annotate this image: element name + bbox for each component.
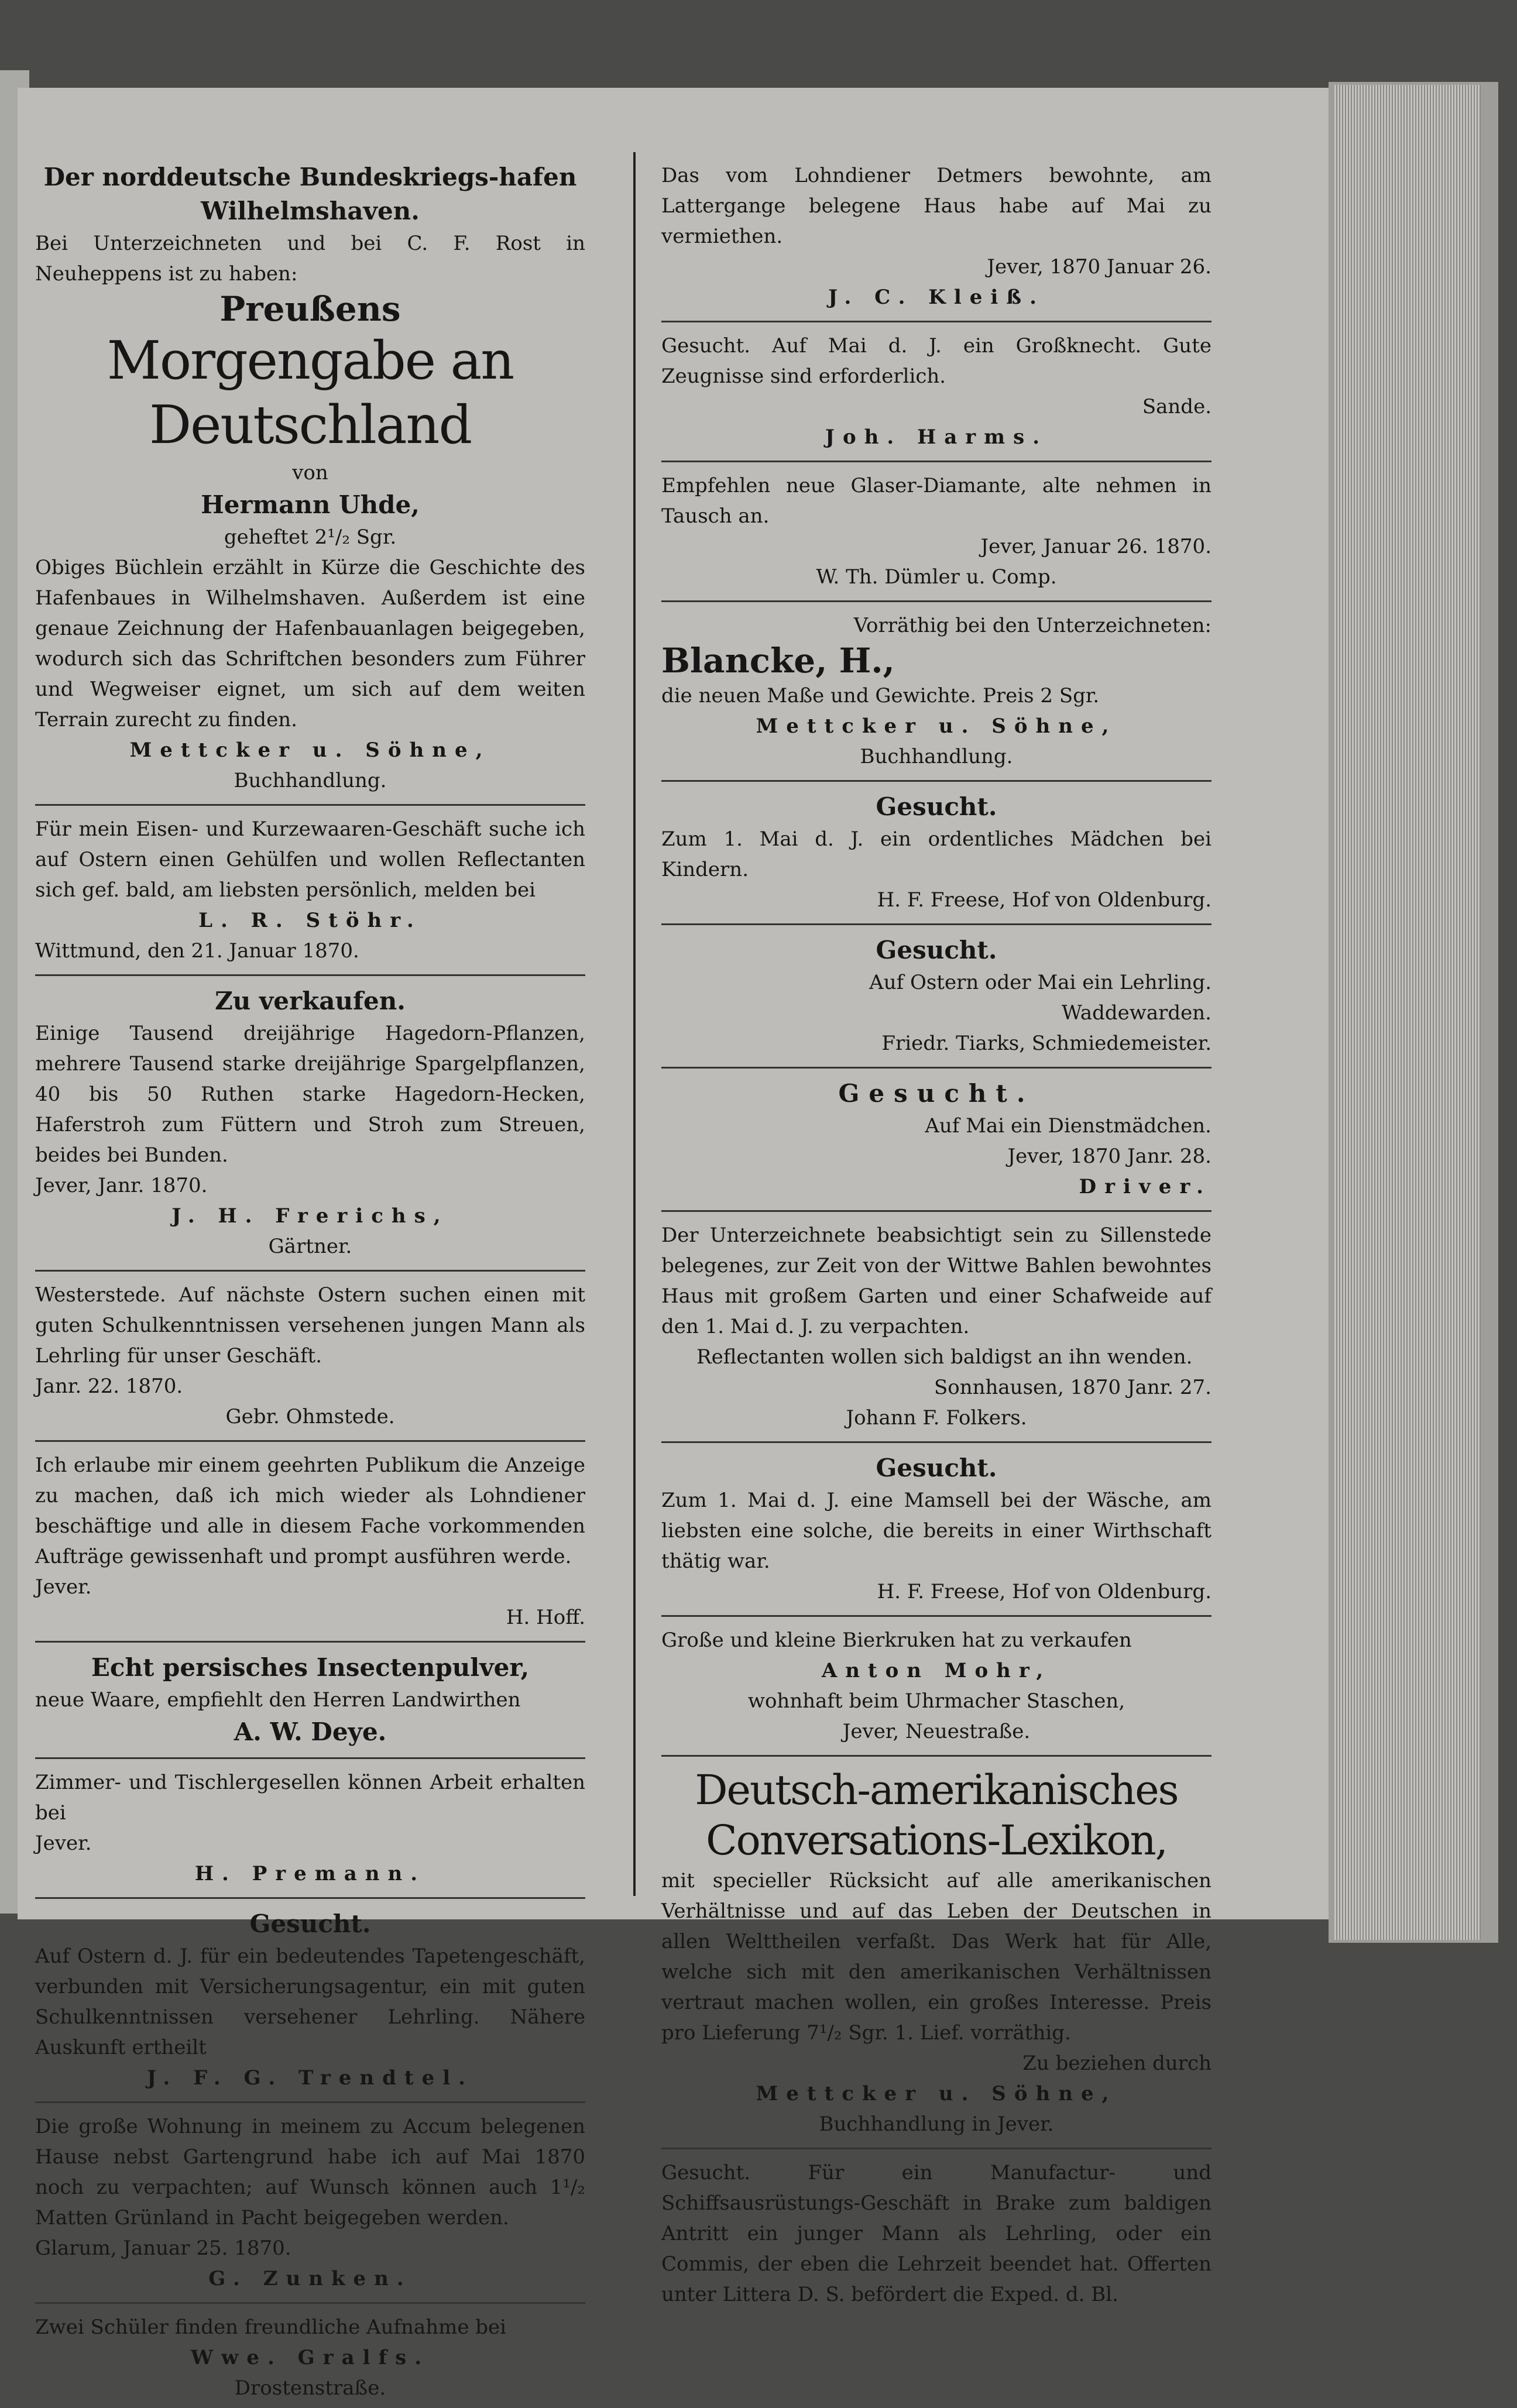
- ad-signature: Mettcker u. Söhne,: [756, 715, 1117, 738]
- ad-signature-sub: Drostenstraße.: [234, 2376, 386, 2400]
- ad-signature: Driver.: [1079, 1175, 1211, 1198]
- ad-signature: Anton Mohr,: [821, 1659, 1052, 1682]
- ad-place: Sande.: [1142, 395, 1211, 418]
- rule: [35, 2101, 585, 2103]
- ad-body: Obiges Büchlein erzählt in Kürze die Geschichte des Hafenbaues in Wilhelmshaven. Außerdem ist eine genaue Zeichnung der Hafenbauanlagen beigegeben, wodurch sich das Schriftchen besonders zum Führer und Wegweiser eignet, um sich auf dem weiten Terrain zurecht zu finden.: [35, 556, 585, 731]
- ad-haus-vermiethen: [661, 158, 1211, 317]
- rule: [35, 1440, 585, 1442]
- ad-grossknecht: [661, 328, 1211, 457]
- ad-place: Jever.: [35, 1832, 92, 1855]
- ad-signature: Mettcker u. Söhne,: [756, 2082, 1117, 2105]
- ad-body: Das vom Lohndiener Detmers bewohnte, am Lattergange belegene Haus habe auf Mai zu vermiethen.: [661, 164, 1211, 248]
- ad-signature-sub: Buchhandlung in Jever.: [819, 2112, 1054, 2136]
- ad-body: Empfehlen neue Glaser-Diamante, alte nehmen in Tausch an.: [661, 474, 1211, 528]
- ad-body: Auf Ostern d. J. für ein bedeutendes Tapetengeschäft, verbunden mit Versicherungsagentur, ein mit guten Schulkenntnissen versehener Lehrling. Nähere Auskunft ertheilt: [35, 1945, 585, 2059]
- ad-title: Gesucht.: [838, 1079, 1035, 1108]
- ad-title: Gesucht.: [249, 1909, 371, 1938]
- ad-intro: Bei Unterzeichneten und bei C. F. Rost in Neuheppens ist zu haben:: [35, 232, 585, 286]
- ad-body: Zum 1. Mai d. J. eine Mamsell bei der Wäsche, am liebsten eine solche, die bereits in einer Wirthschaft thätig war.: [661, 1489, 1211, 1573]
- ad-intro: Vorräthig bei den Unterzeichneten:: [853, 614, 1211, 637]
- ad-dienstmaedchen: [661, 1074, 1211, 1207]
- rule: [661, 1210, 1211, 1212]
- book-title-line2: Conversations-Lexikon,: [706, 1816, 1167, 1864]
- ad-signature: H. F. Freese, Hof von Oldenburg.: [877, 1580, 1211, 1603]
- ad-body: Die große Wohnung in meinem zu Accum belegenen Hause nebst Gartengrund habe ich auf Mai 1870 noch zu verpachten; auf Wunsch können auch 1¹/₂ Matten Grünland in Pacht beigegeben werden.: [35, 2115, 585, 2230]
- book-author: Hermann Uhde,: [201, 490, 420, 519]
- rule: [661, 1755, 1211, 1757]
- column-divider: [633, 152, 636, 1896]
- ad-signature: Johann F. Folkers.: [846, 1406, 1027, 1430]
- ad-title: Gesucht.: [876, 792, 997, 821]
- ad-insectenpulver: [35, 1648, 585, 1754]
- ad-maedchen: [661, 788, 1211, 920]
- ad-bierkruken: [661, 1623, 1211, 1751]
- ad-signature: J. H. Frerichs,: [171, 1204, 449, 1228]
- rule: [661, 1615, 1211, 1617]
- rule: [661, 780, 1211, 782]
- ad-body-2: Reflectanten wollen sich baldigst an ihn wenden.: [696, 1345, 1193, 1369]
- rule: [661, 321, 1211, 322]
- ad-signature: H. Hoff.: [506, 1606, 585, 1629]
- ad-body: Gesucht. Für ein Manufactur- und Schiffsausrüstungs-Geschäft in Brake zum baldigen Antritt ein junger Mann als Lehrling, oder ein Commis, der eben die Lehrzeit beendet hat. Offerten unter Littera D. S. befördert die Exped. d. Bl.: [661, 2161, 1211, 2306]
- ad-signature-sub: Gärtner.: [268, 1235, 352, 1258]
- ad-lehrling-schmied: [661, 931, 1211, 1063]
- ad-signature: Mettcker u. Söhne,: [129, 738, 491, 762]
- book-title: Blancke, H.,: [661, 641, 895, 681]
- ad-body: Westerstede. Auf nächste Ostern suchen einen mit guten Schulkenntnissen versehenen jungen Mann als Lehrling für unser Geschäft.: [35, 1283, 585, 1368]
- ad-title: Gesucht.: [876, 1454, 997, 1482]
- ad-lexikon: [661, 1763, 1211, 2144]
- ad-body: Ich erlaube mir einem geehrten Publikum die Anzeige zu machen, daß ich mich wieder als Lohndiener beschäftige und alle in diesem Fache vorkommenden Aufträge gewissenhaft und prompt ausführen werde.: [35, 1454, 585, 1568]
- ad-body: neue Waare, empfiehlt den Herren Landwirthen: [35, 1688, 521, 1712]
- ad-body: Gesucht. Auf Mai d. J. ein Großknecht. Gute Zeugnisse sind erforderlich.: [661, 334, 1211, 388]
- rule: [661, 1067, 1211, 1069]
- rule: [661, 600, 1211, 602]
- ad-body: mit specieller Rücksicht auf alle amerikanischen Verhältnisse und auf das Leben der Deutschen in allen Welttheilen verfaßt. Das Werk hat für Alle, welche sich mit den amerikanischen Verhältnissen vertraut machen wollen, ein großes Interesse. Preis pro Lieferung 7¹/₂ Sgr. 1. Lief. vorräthig.: [661, 1869, 1211, 2045]
- ad-place: Waddewarden.: [1061, 1001, 1211, 1025]
- ad-signature: W. Th. Dümler u. Comp.: [816, 565, 1057, 589]
- ad-tapeten: [35, 1905, 585, 2098]
- ad-verpachten: [661, 1218, 1211, 1438]
- ad-date: Janr. 22. 1870.: [35, 1375, 183, 1398]
- ad-schueler: [35, 2310, 585, 2408]
- ad-signature: H. F. Freese, Hof von Oldenburg.: [877, 888, 1211, 912]
- ad-tischler: [35, 1765, 585, 1894]
- ad-glaser-diamante: [661, 468, 1211, 597]
- ad-signature: Joh. Harms.: [825, 425, 1048, 449]
- ad-signature: A. W. Deye.: [234, 1717, 387, 1746]
- ad-signature-sub: Buchhandlung.: [234, 769, 387, 792]
- ad-body: Große und kleine Bierkruken hat zu verkaufen: [661, 1629, 1132, 1652]
- ad-signature-sub: Buchhandlung.: [860, 745, 1013, 768]
- ad-place: Sonnhausen, 1870 Janr. 27.: [933, 1376, 1211, 1399]
- ad-westerstede: [35, 1277, 585, 1437]
- book-title-line2: Morgengabe an Deutschland: [107, 330, 514, 456]
- ad-place: Jever, Janr. 1870.: [35, 1174, 208, 1197]
- page-stack: [1334, 85, 1481, 1940]
- ad-title: Gesucht.: [876, 936, 997, 964]
- ad-body: Zwei Schüler finden freundliche Aufnahme bei: [35, 2316, 507, 2339]
- ad-via: Zu beziehen durch: [1022, 2052, 1211, 2075]
- rule: [661, 2148, 1211, 2149]
- ad-body: Zimmer- und Tischlergesellen können Arbeit erhalten bei: [35, 1771, 585, 1825]
- book-title-line1: Preußens: [219, 289, 401, 329]
- ad-wilhelmshaven: [35, 158, 585, 801]
- ad-signature: J. F. G. Trendtel.: [147, 2066, 473, 2090]
- ad-place: Jever, 1870 Janr. 28.: [1007, 1145, 1211, 1168]
- rule: [35, 2302, 585, 2304]
- ad-place: Wittmund, den 21. Januar 1870.: [35, 939, 359, 963]
- ad-signature-sub: wohnhaft beim Uhrmacher Staschen,: [747, 1689, 1125, 1713]
- ad-signature: L. R. Stöhr.: [198, 909, 422, 932]
- rule: [661, 461, 1211, 462]
- rule: [35, 1897, 585, 1899]
- rule: [35, 804, 585, 806]
- rule: [661, 923, 1211, 925]
- ad-body: Auf Mai ein Dienstmädchen.: [925, 1114, 1211, 1138]
- ad-title: Echt persisches Insectenpulver,: [91, 1653, 530, 1682]
- ad-signature-address: Jever, Neuestraße.: [842, 1720, 1031, 1743]
- ad-lohndiener: [35, 1448, 585, 1637]
- ad-zu-verkaufen: [35, 982, 585, 1266]
- book-desc: die neuen Maße und Gewichte. Preis 2 Sgr.: [661, 684, 1100, 707]
- ad-title: Der norddeutsche Bundeskriegs-hafen Wilhelmshaven.: [43, 163, 577, 225]
- rule: [661, 1441, 1211, 1443]
- book-title-line1: Deutsch-amerikanisches: [695, 1766, 1178, 1814]
- ad-mamsell: [661, 1449, 1211, 1612]
- ad-place: Glarum, Januar 25. 1870.: [35, 2237, 291, 2260]
- ad-signature: G. Zunken.: [208, 2267, 412, 2290]
- ad-signature: Wwe. Gralfs.: [190, 2346, 430, 2369]
- ad-title: Zu verkaufen.: [215, 987, 406, 1015]
- ad-body: Zum 1. Mai d. J. ein ordentliches Mädchen bei Kindern.: [661, 827, 1211, 881]
- book-von: von: [292, 461, 328, 485]
- ad-body: Einige Tausend dreijährige Hagedorn-Pflanzen, mehrere Tausend starke dreijährige Spargelpflanzen, 40 bis 50 Ruthen starke Hagedorn-Hecken, Haferstroh zum Füttern und Stroh zum Streuen, beides bei Bunden.: [35, 1022, 585, 1167]
- right-column: [661, 158, 1211, 2314]
- book-price: geheftet 2¹/₂ Sgr.: [224, 525, 397, 549]
- rule: [35, 1641, 585, 1643]
- ad-signature: J. C. Kleiß.: [828, 286, 1045, 309]
- ad-masse-gewichte: [661, 608, 1211, 777]
- ad-signature: Friedr. Tiarks, Schmiedemeister.: [881, 1032, 1211, 1055]
- ad-place: Jever.: [35, 1575, 92, 1599]
- ad-signature: Gebr. Ohmstede.: [225, 1405, 395, 1428]
- left-column: [35, 158, 585, 2408]
- ad-wohnung: [35, 2109, 585, 2299]
- ad-body: Auf Ostern oder Mai ein Lehrling.: [869, 971, 1211, 994]
- ad-gehuelfe: [35, 812, 585, 971]
- ad-place: Jever, Januar 26. 1870.: [980, 535, 1211, 558]
- ad-manufactur: [661, 2155, 1211, 2314]
- ad-body: Der Unterzeichnete beabsichtigt sein zu Sillenstede belegenes, zur Zeit von der Wittwe Bahlen bewohntes Haus mit großem Garten und einer Schafweide auf den 1. Mai d. J. zu verpachten.: [661, 1224, 1211, 1338]
- ad-signature: H. Premann.: [194, 1862, 426, 1885]
- ad-place: Jever, 1870 Januar 26.: [987, 255, 1211, 279]
- rule: [35, 1757, 585, 1759]
- rule: [35, 1270, 585, 1272]
- rule: [35, 974, 585, 976]
- ad-body: Für mein Eisen- und Kurzewaaren-Geschäft suche ich auf Ostern einen Gehülfen und wollen Reflectanten sich gef. bald, am liebsten persönlich, melden bei: [35, 817, 585, 902]
